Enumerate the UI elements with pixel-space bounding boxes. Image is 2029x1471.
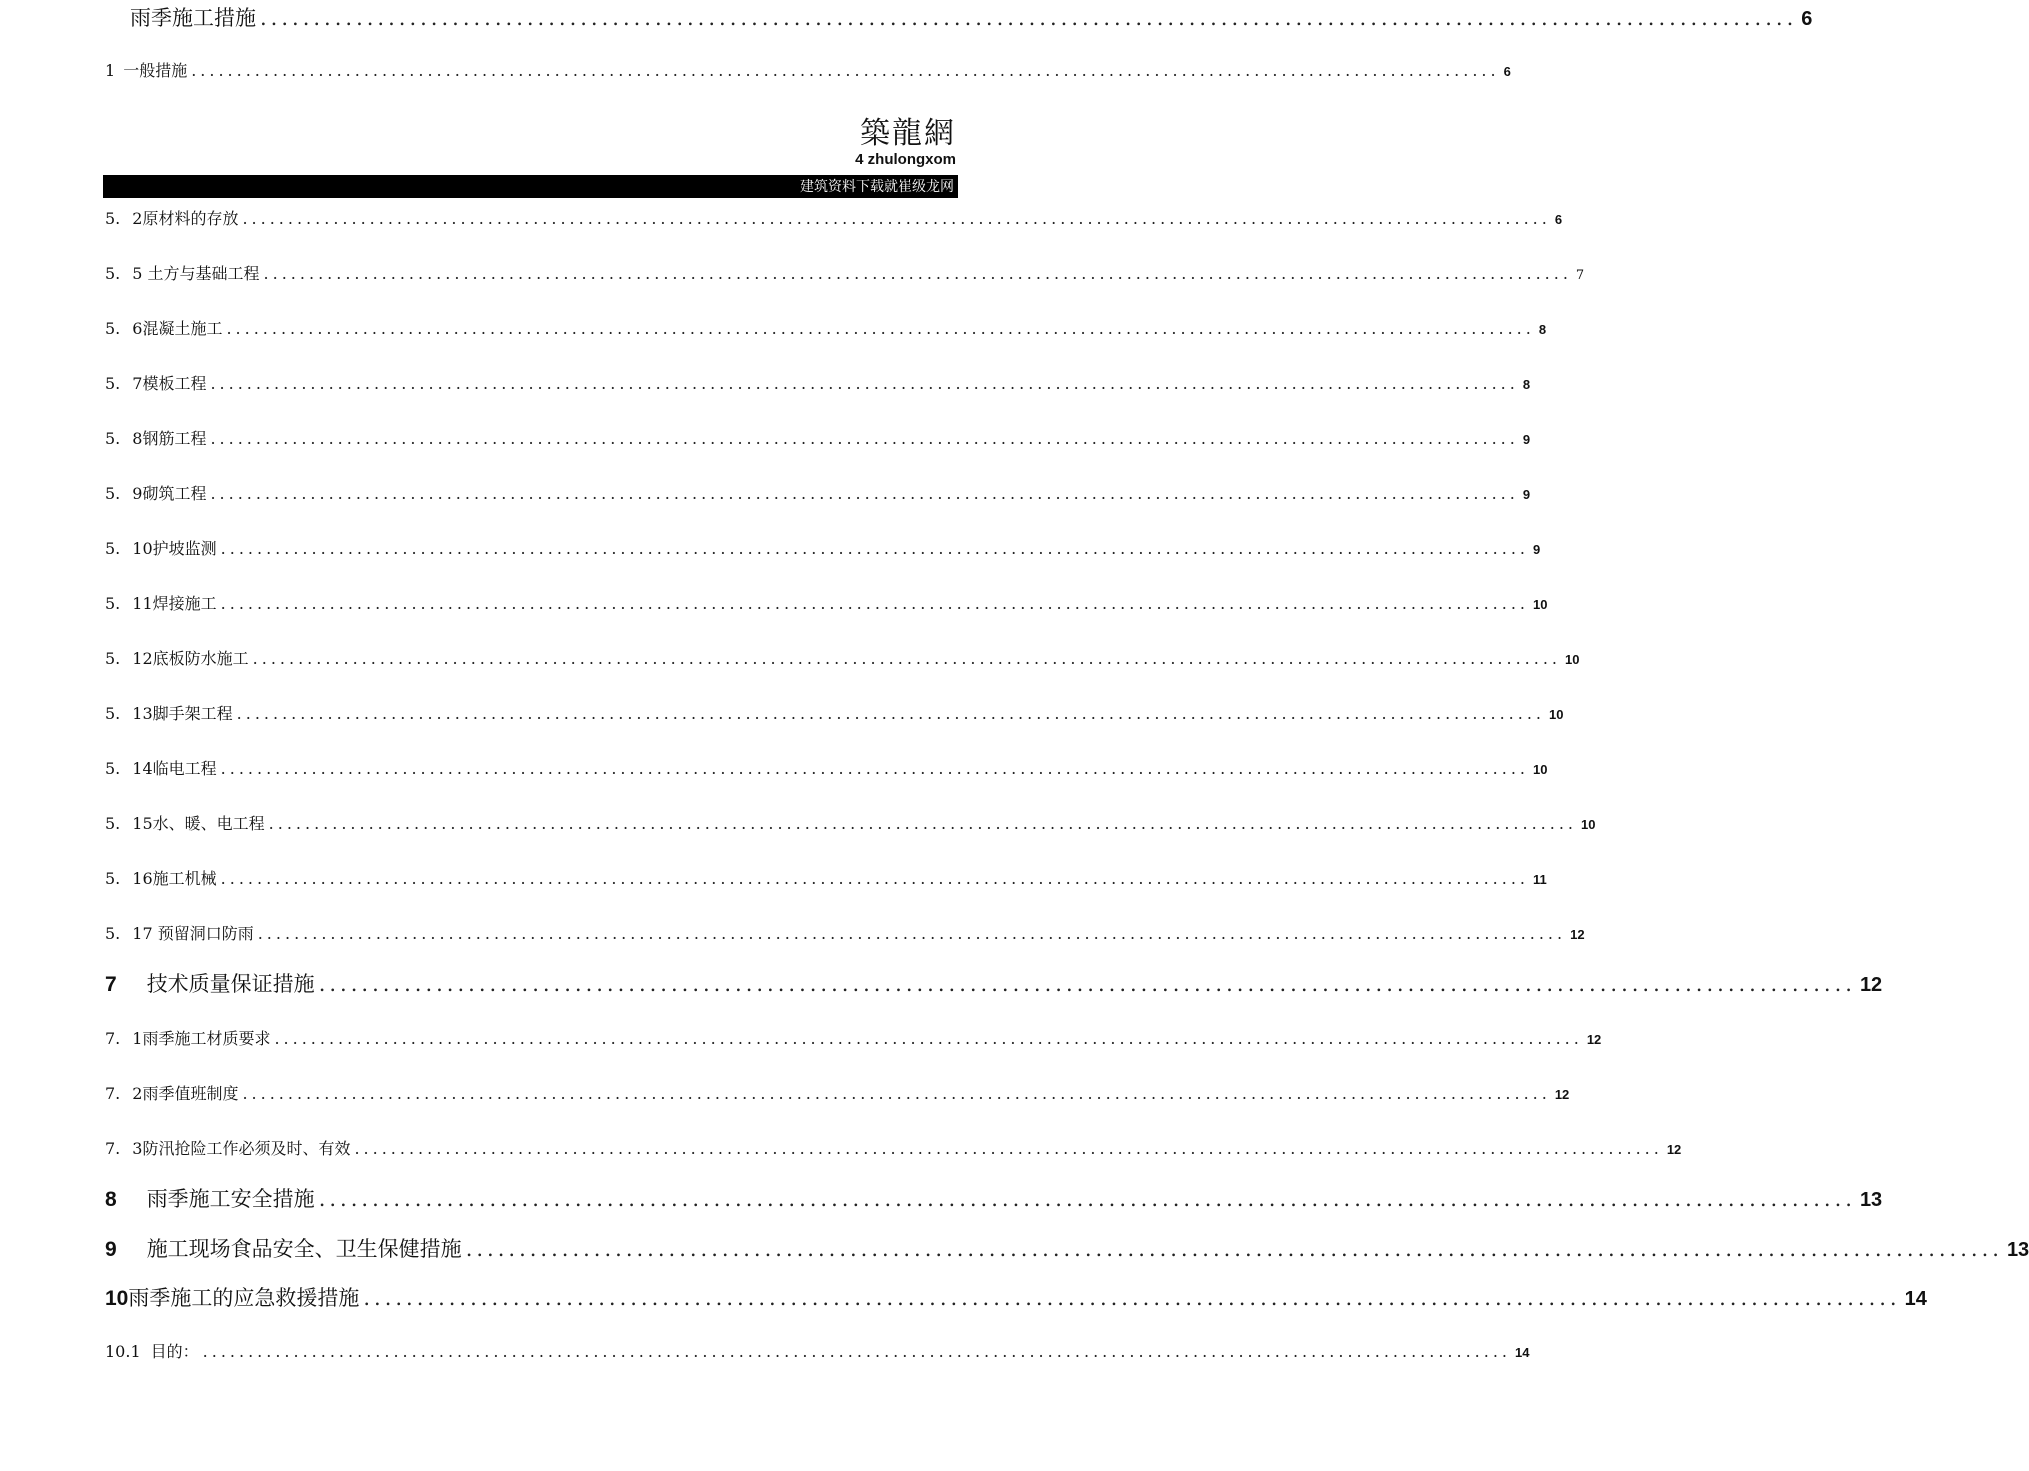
toc-entry-number: 5. bbox=[105, 759, 121, 778]
toc-entry-number: 5. bbox=[105, 869, 121, 888]
toc-entry-page: 14 bbox=[1904, 1288, 1927, 1310]
toc-entry[interactable] bbox=[105, 206, 1563, 229]
toc-entry-label: 6混凝土施工 bbox=[132, 319, 223, 338]
leader-dots: ................................................................................................................................................ bbox=[220, 759, 1530, 778]
brand-logo-text: 築龍網 bbox=[860, 116, 956, 151]
toc-entry-number: 8 bbox=[105, 1188, 117, 1211]
leader-dots: ................................................................................................................................................ bbox=[363, 1286, 1901, 1310]
toc-entry-label: 9砌筑工程 bbox=[132, 484, 207, 503]
leader-dots: ................................................................................................................................................ bbox=[268, 814, 1578, 833]
toc-entry-page: 12 bbox=[1859, 974, 1883, 996]
toc-entry-number: 5. bbox=[105, 924, 121, 943]
toc-entry-label: 雨季施工安全措施 bbox=[146, 1187, 315, 1211]
toc-entry[interactable] bbox=[105, 536, 1541, 559]
toc-entry-number: 10.1 bbox=[105, 1342, 141, 1361]
toc-entry-page: 12 bbox=[1570, 927, 1585, 942]
toc-entry-label: 雨季施工的应急救援措施 bbox=[128, 1286, 360, 1310]
leader-dots: ................................................................................................................................................ bbox=[263, 264, 1572, 283]
toc-entry-label: 一般措施 bbox=[123, 61, 188, 80]
toc-entry-page: 6 bbox=[1503, 64, 1511, 79]
leader-dots: ................................................................................................................................................ bbox=[260, 6, 1798, 30]
toc-entry[interactable] bbox=[105, 756, 1548, 779]
toc-entry-label: 1雨季施工材质要求 bbox=[132, 1029, 271, 1048]
toc-entry-page: 10 bbox=[1533, 597, 1548, 612]
toc-entry[interactable] bbox=[105, 701, 1564, 724]
toc-entry[interactable] bbox=[105, 921, 1585, 944]
toc-entry[interactable] bbox=[105, 1026, 1602, 1049]
toc-entry-page: 6 bbox=[1801, 8, 1813, 30]
toc-entry-page: 9 bbox=[1533, 542, 1541, 557]
toc-entry-number: 5. bbox=[105, 429, 121, 448]
toc-entry-number: 5. bbox=[105, 374, 121, 393]
toc-entry-page: 12 bbox=[1666, 1142, 1682, 1157]
leader-dots: ................................................................................................................................................ bbox=[252, 649, 1562, 668]
toc-entry-page: 13 bbox=[2006, 1239, 2029, 1261]
toc-entry-page: 10 bbox=[1581, 817, 1596, 832]
toc-entry-label: 16施工机械 bbox=[132, 869, 217, 888]
toc-entry-label: 14临电工程 bbox=[132, 759, 217, 778]
toc-entry-label: 5 土方与基础工程 bbox=[132, 264, 260, 283]
toc-entry[interactable] bbox=[105, 371, 1531, 394]
toc-entry-number: 5. bbox=[105, 264, 121, 283]
toc-entry-page: 10 bbox=[1549, 707, 1564, 722]
toc-entry-page: 14 bbox=[1515, 1345, 1530, 1360]
toc-entry[interactable] bbox=[105, 58, 1511, 81]
leader-dots: ................................................................................................................................................ bbox=[354, 1139, 1663, 1158]
toc-entry-page: 7 bbox=[1575, 268, 1585, 283]
toc-entry-number: 7. bbox=[105, 1139, 121, 1158]
toc-entry[interactable] bbox=[105, 646, 1580, 669]
toc-entry-page: 6 bbox=[1554, 212, 1563, 227]
leader-dots: ................................................................................................................................................ bbox=[220, 869, 1530, 888]
toc-entry-number: 5. bbox=[105, 539, 121, 558]
toc-entry[interactable] bbox=[105, 1339, 1530, 1362]
leader-dots: ................................................................................................................................................ bbox=[242, 1084, 1551, 1103]
toc-entry-page: 12 bbox=[1586, 1032, 1602, 1047]
toc-entry-label: 12底板防水施工 bbox=[132, 649, 249, 668]
leader-dots: ................................................................................................................................................ bbox=[220, 594, 1530, 613]
toc-entry[interactable] bbox=[105, 811, 1596, 834]
toc-entry[interactable] bbox=[105, 1183, 1883, 1213]
toc-entry[interactable] bbox=[105, 261, 1585, 284]
leader-dots: ................................................................................................................................................ bbox=[236, 704, 1546, 723]
toc-entry-label: 13脚手架工程 bbox=[132, 704, 233, 723]
toc-entry-label: 技术质量保证措施 bbox=[146, 972, 315, 996]
toc-entry-label: 2雨季值班制度 bbox=[132, 1084, 239, 1103]
toc-entry-label: 3防汛抢险工作必须及时、有效 bbox=[132, 1139, 351, 1158]
toc-entry-page: 8 bbox=[1538, 322, 1547, 337]
leader-dots: ................................................................................................................................................ bbox=[318, 1187, 1856, 1211]
toc-entry-number: 1 bbox=[105, 61, 116, 80]
toc-entry-label: 15水、暖、电工程 bbox=[132, 814, 265, 833]
leader-dots: ................................................................................................................................................ bbox=[220, 539, 1530, 558]
brand-banner bbox=[103, 175, 958, 198]
toc-entry-label: 施工现场食品安全、卫生保健措施 bbox=[146, 1237, 462, 1261]
toc-entry-label: 7模板工程 bbox=[132, 374, 207, 393]
toc-entry-number: 9 bbox=[105, 1238, 117, 1261]
toc-entry[interactable] bbox=[105, 866, 1547, 889]
toc-entry[interactable] bbox=[105, 1282, 1927, 1312]
toc-entry-page: 12 bbox=[1554, 1087, 1570, 1102]
toc-entry[interactable] bbox=[105, 1136, 1682, 1159]
toc-entry-label: 11焊接施工 bbox=[132, 594, 217, 613]
toc-entry-number: 10 bbox=[105, 1287, 129, 1310]
leader-dots: ................................................................................................................................................ bbox=[274, 1029, 1583, 1048]
brand-domain: 4 zhulongxom bbox=[855, 151, 956, 168]
toc-entry-page: 10 bbox=[1533, 762, 1548, 777]
leader-dots: ................................................................................................................................................ bbox=[210, 429, 1519, 448]
leader-dots: ................................................................................................................................................ bbox=[191, 61, 1500, 80]
toc-entry-page: 13 bbox=[1859, 1189, 1883, 1211]
toc-entry-page: 10 bbox=[1565, 652, 1580, 667]
toc-entry-number: 5. bbox=[105, 594, 121, 613]
leader-dots: ................................................................................................................................................ bbox=[318, 972, 1856, 996]
leader-dots: ................................................................................................................................................ bbox=[242, 209, 1551, 228]
toc-entry-number: 5. bbox=[105, 209, 121, 228]
toc-entry-number: 5. bbox=[105, 484, 121, 503]
leader-dots: ................................................................................................................................................ bbox=[210, 374, 1519, 393]
toc-entry-number: 5. bbox=[105, 704, 121, 723]
toc-entry-page: 11 bbox=[1533, 872, 1547, 887]
toc-entry-page: 9 bbox=[1522, 432, 1531, 447]
brand-tagline: 建筑资料下载就崔级龙网 bbox=[800, 179, 954, 195]
toc-entry-label: 2原材料的存放 bbox=[132, 209, 239, 228]
toc-entry[interactable] bbox=[105, 481, 1531, 504]
toc-entry[interactable] bbox=[105, 591, 1548, 614]
toc-entry-label: 10护坡监测 bbox=[132, 539, 217, 558]
toc-entry-number: 7. bbox=[105, 1029, 121, 1048]
toc-entry[interactable] bbox=[130, 2, 1813, 32]
toc-entry[interactable] bbox=[105, 1081, 1570, 1104]
toc-entry-label: 17 预留洞口防雨 bbox=[132, 924, 254, 943]
toc-entry-number: 7. bbox=[105, 1084, 121, 1103]
toc-entry[interactable] bbox=[105, 1233, 2029, 1263]
toc-entry-label: 雨季施工措施 bbox=[130, 6, 256, 30]
leader-dots: ................................................................................................................................................ bbox=[210, 484, 1519, 503]
toc-entry-page: 9 bbox=[1522, 487, 1531, 502]
toc-entry-page: 8 bbox=[1522, 377, 1531, 392]
toc-entry[interactable] bbox=[105, 426, 1531, 449]
toc-entry[interactable] bbox=[105, 316, 1547, 339]
toc-entry-number: 5. bbox=[105, 649, 121, 668]
toc-entry-number: 7 bbox=[105, 973, 117, 996]
leader-dots: ................................................................................................................................................ bbox=[226, 319, 1535, 338]
leader-dots: ................................................................................................................................................ bbox=[257, 924, 1567, 943]
toc-entry-number: 5. bbox=[105, 814, 121, 833]
toc-entry-label: 目的： bbox=[150, 1342, 199, 1361]
leader-dots: ................................................................................................................................................ bbox=[465, 1237, 2003, 1261]
toc-entry-label: 8钢筋工程 bbox=[132, 429, 207, 448]
leader-dots: ................................................................................................................................................ bbox=[202, 1342, 1512, 1361]
toc-entry[interactable] bbox=[105, 968, 1883, 998]
toc-entry-number: 5. bbox=[105, 319, 121, 338]
